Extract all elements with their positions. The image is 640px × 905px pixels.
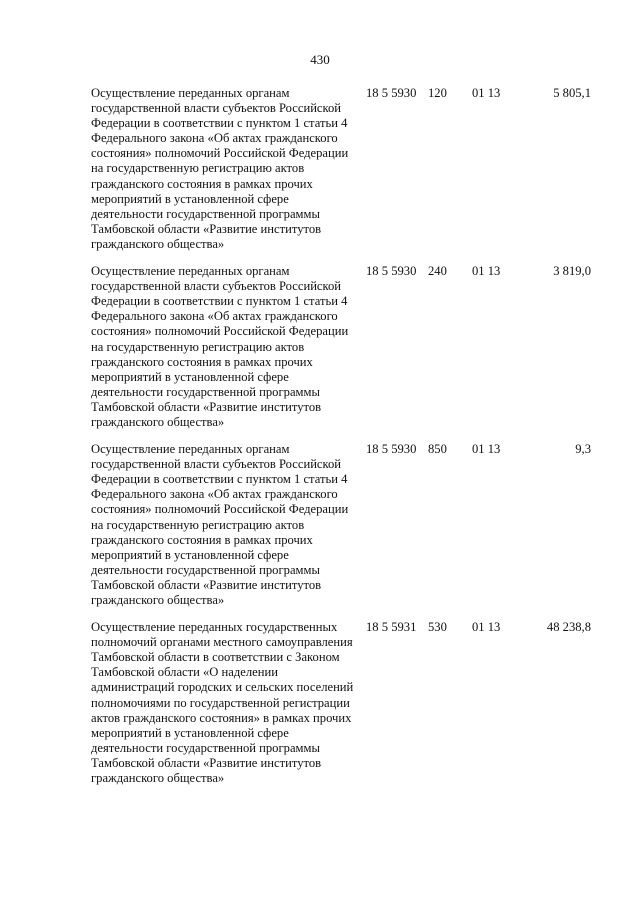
row-expense-type: 850 bbox=[428, 442, 447, 457]
row-target-code: 18 5 5930 bbox=[366, 264, 417, 279]
table-row bbox=[0, 264, 640, 430]
row-amount: 48 238,8 bbox=[546, 620, 591, 635]
row-expense-type: 530 bbox=[428, 620, 447, 635]
budget-table bbox=[0, 86, 640, 798]
row-description: Осуществление переданных органам государственной власти субъектов Российской Федерации в соответствии с пунктом 1 статьи 4 Федерального закона «Об актах гражданского состояния» полномочий Российской Федерации на государственную регистрацию актов гражданского состояния в рамках прочих мероприятий в установленной сфере деятельности государственной программы Тамбовской области «Развитие институтов гражданского общества» bbox=[91, 264, 349, 429]
row-section-code: 01 13 bbox=[472, 264, 501, 279]
page-number: 430 bbox=[310, 52, 330, 67]
row-amount: 9,3 bbox=[575, 442, 591, 457]
row-section-code: 01 13 bbox=[472, 442, 501, 457]
row-target-code: 18 5 5930 bbox=[366, 442, 417, 457]
row-expense-type: 240 bbox=[428, 264, 447, 279]
row-description: Осуществление переданных органам государственной власти субъектов Российской Федерации в соответствии с пунктом 1 статьи 4 Федерального закона «Об актах гражданского состояния» полномочий Российской Федерации на государственную регистрацию актов гражданского состояния в рамках прочих мероприятий в установленной сфере деятельности государственной программы Тамбовской области «Развитие институтов гражданского общества» bbox=[91, 86, 349, 251]
row-target-code: 18 5 5931 bbox=[366, 620, 417, 635]
table-row bbox=[0, 86, 640, 252]
table-row bbox=[0, 620, 640, 786]
row-expense-type: 120 bbox=[428, 86, 447, 100]
table-row bbox=[0, 442, 640, 608]
row-section-code: 01 13 bbox=[472, 86, 501, 100]
row-target-code: 18 5 5930 bbox=[366, 86, 417, 100]
row-description: Осуществление переданных органам государственной власти субъектов Российской Федерации в соответствии с пунктом 1 статьи 4 Федерального закона «Об актах гражданского состояния» полномочий Российской Федерации на государственную регистрацию актов гражданского состояния в рамках прочих мероприятий в установленной сфере деятельности государственной программы Тамбовской области «Развитие институтов гражданского общества» bbox=[91, 442, 349, 607]
row-amount: 3 819,0 bbox=[553, 264, 591, 279]
row-section-code: 01 13 bbox=[472, 620, 501, 635]
row-amount: 5 805,1 bbox=[553, 86, 591, 100]
row-description: Осуществление переданных государственных полномочий органами местного самоуправления Тамбовской области в соответствии с Законом Тамбовской области «О наделении администраций городских и сельских поселений полномочиями по государственной регистрации актов гражданского состояния» в рамках прочих мероприятий в установленной сфере деятельности государственной программы Тамбовской области «Развитие институтов гражданского общества» bbox=[91, 620, 354, 786]
